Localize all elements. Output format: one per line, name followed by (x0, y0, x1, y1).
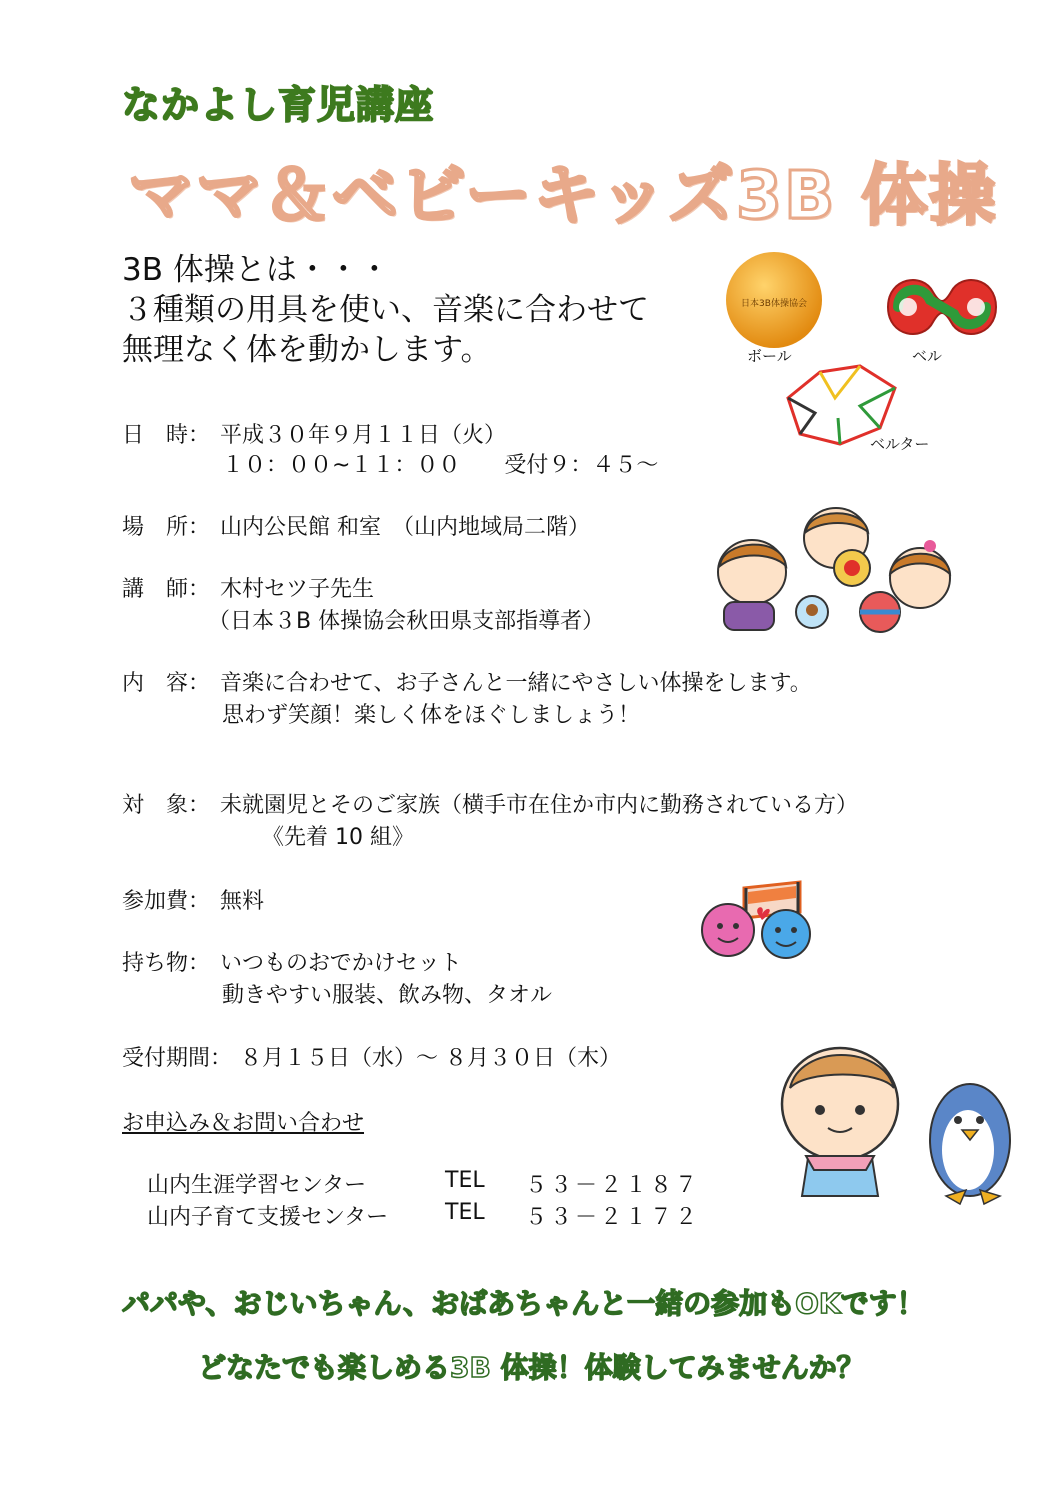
contact-org-1: 山内生涯学習センター (147, 1173, 367, 1198)
target-value: 未就園児とそのご家族（横手市在住か市内に勤務されている方） (220, 793, 859, 818)
contact-org-2: 山内子育て支援センター (147, 1205, 389, 1230)
bring-row (122, 948, 462, 980)
baby-penguin-icon (770, 1040, 1020, 1210)
lecturer-label: 講 師： (122, 577, 211, 602)
fee-label: 参加費： (122, 889, 211, 914)
datetime-value: 平成３０年９月１１日（火） (220, 423, 507, 448)
bring-value-2: 動きやすい服装、飲み物、タオル (222, 983, 553, 1008)
contact-tel-2[interactable]: ５３－２１７２ (525, 1205, 701, 1230)
lecturer-row (122, 574, 374, 606)
place-label: 場 所： (122, 515, 211, 540)
content-value-1: 音楽に合わせて、お子さんと一緒にやさしい体操をします。 (220, 671, 812, 696)
baby-penguin-illustration (770, 1040, 1020, 1210)
music-note-illustration (696, 878, 824, 960)
ball-print: 日本3B体操協会 (741, 299, 807, 309)
footer-line-2: どなたでも楽しめる3B 体操！体験してみませんか？ (198, 1351, 865, 1384)
bring-value-1: いつものおでかけセット (220, 951, 462, 976)
content-value-2: 思わず笑顔！楽しく体をほぐしましょう！ (222, 703, 641, 728)
ball-illustration (718, 246, 830, 358)
intro-line-2: ３種類の用具を使い、音楽に合わせて (122, 292, 649, 328)
period-value: ８月１５日（水）～ ８月３０日（木） (240, 1046, 621, 1071)
lecturer-note: （日本３B 体操協会秋田県支部指導者） (208, 609, 605, 634)
time-value: １０：００~１１：００ 受付９：４５～ (222, 453, 659, 478)
contact-tel-2-label: TEL (445, 1200, 485, 1225)
bell-illustration (878, 262, 1006, 352)
bell-label: ベル (912, 347, 943, 365)
contact-tel-1[interactable]: ５３－２１８７ (525, 1173, 701, 1198)
contact-tel-1-label: TEL (445, 1168, 485, 1193)
intro-line-3: 無理なく体を動かします。 (122, 332, 492, 368)
bring-label: 持ち物： (122, 951, 211, 976)
content-label: 内 容： (122, 671, 211, 696)
lecturer-value: 木村セツ子先生 (220, 577, 375, 602)
fee-row (122, 886, 264, 918)
content-row (122, 668, 812, 700)
main-title: ママ＆ベビーキッズ3B 体操 (128, 157, 998, 234)
place-row (122, 512, 590, 544)
datetime-label: 日 時： (122, 423, 211, 448)
target-row (122, 790, 858, 822)
ball-icon (718, 246, 830, 358)
music-note-icon (696, 878, 824, 960)
contact-heading: お申込み＆お問い合わせ (122, 1111, 365, 1136)
belter-label: ベルター (870, 435, 930, 453)
series-title: なかよし育児講座 (122, 83, 435, 127)
intro-line-1: 3B 体操とは・・・ (122, 252, 390, 288)
target-note: 《先着 10 組》 (262, 825, 414, 850)
period-row (122, 1043, 621, 1075)
ball-label: ボール (747, 347, 792, 365)
footer-line-1: パパや、おじいちゃん、おばあちゃんと一緒の参加もOKです！ (122, 1287, 925, 1320)
target-label: 対 象： (122, 793, 211, 818)
datetime-row (122, 420, 506, 452)
period-label: 受付期間： (122, 1046, 233, 1071)
place-value: 山内公民館 和室 （山内地域局二階） (220, 515, 590, 540)
kids-illustration (712, 500, 952, 640)
bell-icon (878, 262, 1006, 352)
kids-playing-icon (712, 500, 952, 640)
fee-value: 無料 (220, 889, 265, 914)
